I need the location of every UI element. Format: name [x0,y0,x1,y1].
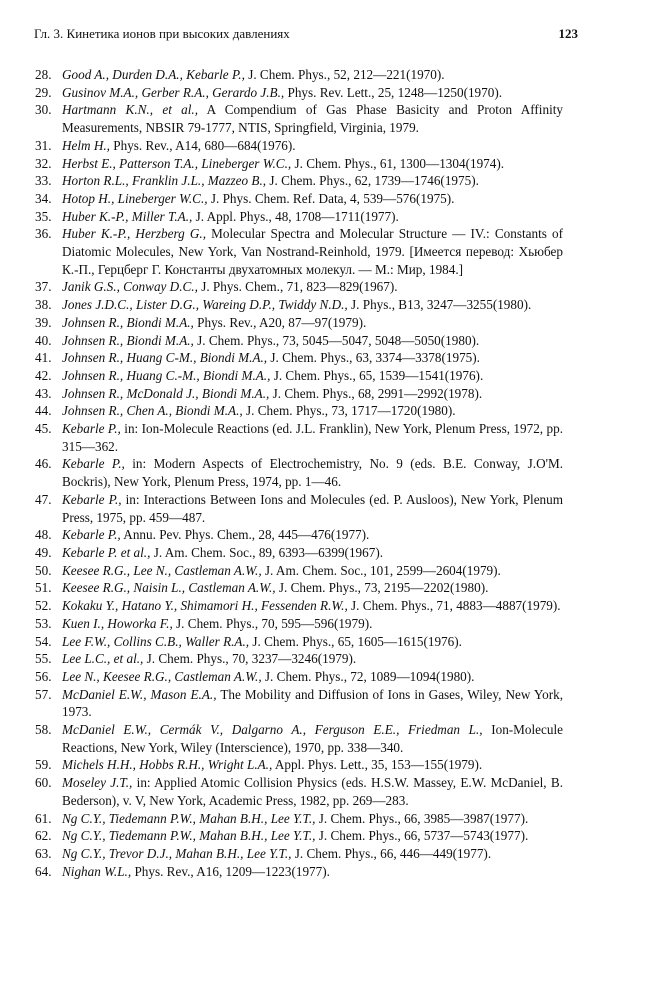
reference-authors: Lee L.C., et al., [62,651,144,667]
reference-authors: Kebarle P., [62,456,125,472]
reference-item [35,155,563,173]
reference-authors: McDaniel E.W., Cermák V., Dalgarno A., Ferguson E.E., Friedman L., [62,722,483,738]
reference-item [35,827,563,845]
reference-number: 52. [35,598,52,614]
reference-text [62,756,563,774]
reference-details: J. Chem. Phys., 63, 3374—3378(1975). [267,350,480,366]
reference-number: 58. [35,722,52,738]
reference-number: 29. [35,84,52,100]
reference-item [35,208,563,226]
reference-number: 55. [35,651,52,667]
reference-details: J. Phys. Chem. Ref. Data, 4, 539—576(1975). [207,190,455,206]
running-header [34,26,578,42]
reference-item [35,455,563,490]
reference-item [35,101,563,136]
reference-number: 53. [35,615,52,631]
reference-authors: McDaniel E.W., Mason E.A., [62,686,217,702]
reference-authors: Keesee R.G., Lee N., Castleman A.W., [62,562,262,578]
reference-list [35,66,563,880]
reference-number: 46. [35,456,52,472]
reference-text [62,155,563,173]
reference-text [62,314,563,332]
reference-text [62,137,563,155]
reference-text [62,225,563,278]
reference-authors: Hartmann K.N., et al., [62,102,199,118]
reference-text [62,579,563,597]
reference-text [62,721,563,756]
reference-text [62,402,563,420]
reference-item [35,172,563,190]
reference-text [62,172,563,190]
reference-item [35,367,563,385]
reference-details: J. Chem. Phys., 66, 5737—5743(1977). [315,828,529,844]
reference-text [62,208,563,226]
reference-details: J. Chem. Phys., 73, 5045—5047, 5048—5050(1980). [193,332,480,348]
reference-details: J. Phys. Chem., 71, 823—829(1967). [197,279,398,295]
reference-text [62,491,563,526]
reference-number: 45. [35,421,52,437]
reference-number: 56. [35,668,52,684]
reference-item [35,863,563,881]
reference-details: J. Chem. Phys., 65, 1605—1615(1976). [249,633,462,649]
reference-authors: Johnsen R., Biondi M.A., [62,332,194,348]
reference-text [62,455,563,490]
reference-text [62,420,563,455]
reference-authors: Moseley J.T., [62,775,133,791]
reference-number: 28. [35,67,52,82]
reference-item [35,190,563,208]
reference-authors: Johnsen R., Huang C-M., Biondi M.A., [62,350,268,366]
reference-authors: Horton R.L., Franklin J.L., Mazzeo B., [62,173,267,189]
reference-authors: Ng C.Y., Tiedemann P.W., Mahan B.H., Lee Y.T., [62,810,316,826]
reference-number: 49. [35,544,52,560]
reference-authors: Kuen I., Howorka F., [62,615,173,631]
reference-authors: Good A., Durden D.A., Kebarle P., [62,67,245,82]
reference-authors: Nighan W.L., [62,863,132,879]
reference-authors: Huber K.-P., Herzberg G., [62,226,207,242]
reference-details: Phys. Rev., A14, 680—684(1976). [109,137,296,153]
reference-details: The Mobility and Diffusion of Ions in Gases, Wiley, New York, 1973. [62,686,563,720]
reference-text [62,633,563,651]
reference-number: 51. [35,580,52,596]
reference-number: 60. [35,775,52,791]
reference-authors: Ng C.Y., Tiedemann P.W., Mahan B.H., Lee Y.T., [62,828,316,844]
reference-item [35,84,563,102]
reference-authors: Helm H., [62,137,110,153]
reference-authors: Kebarle P., [62,491,122,507]
reference-number: 43. [35,385,52,401]
reference-number: 42. [35,367,52,383]
reference-item [35,225,563,278]
reference-details: J. Chem. Phys., 72, 1089—1094(1980). [261,668,475,684]
reference-details: Annu. Pev. Phys. Chem., 28, 445—476(1977). [120,527,370,543]
reference-text [62,650,563,668]
chapter-title: Гл. 3. Кинетика ионов при высоких давлениях [34,26,290,41]
reference-number: 36. [35,226,52,242]
reference-details: J. Chem. Phys., 73, 1717—1720(1980). [242,403,456,419]
reference-number: 30. [35,102,52,118]
reference-details: Phys. Rev., A20, 87—97(1979). [193,314,367,330]
reference-authors: Kebarle P. et al., [62,544,151,560]
reference-authors: Keesee R.G., Naisin L., Castleman A.W., [62,580,276,596]
reference-item [35,686,563,721]
reference-number: 38. [35,297,52,313]
reference-details: J. Appl. Phys., 48, 1708—1711(1977). [192,208,399,224]
reference-item [35,296,563,314]
reference-number: 64. [35,863,52,879]
reference-text [62,774,563,809]
reference-authors: Janik G.S., Conway D.C., [62,279,198,295]
reference-item [35,562,563,580]
reference-number: 63. [35,845,52,861]
reference-text [62,686,563,721]
reference-number: 59. [35,757,52,773]
reference-item [35,650,563,668]
reference-item [35,332,563,350]
reference-authors: Huber K.-P., Miller T.A., [62,208,193,224]
reference-item [35,579,563,597]
reference-number: 41. [35,350,52,366]
reference-number: 50. [35,562,52,578]
reference-authors: Kebarle P., [62,527,121,543]
reference-number: 34. [35,190,52,206]
reference-item [35,137,563,155]
reference-details: J. Chem. Phys., 62, 1739—1746(1975). [266,173,479,189]
reference-text [62,190,563,208]
reference-details: J. Am. Chem. Soc., 89, 6393—6399(1967). [150,544,384,560]
reference-text [62,845,563,863]
reference-authors: Jones J.D.C., Lister D.G., Wareing D.P., Twiddy N.D., [62,297,348,313]
reference-number: 37. [35,279,52,295]
reference-text [62,544,563,562]
reference-text [62,668,563,686]
reference-number: 61. [35,810,52,826]
reference-authors: Herbst E., Patterson T.A., Lineberger W.C., [62,155,292,171]
reference-authors: Hotop H., Lineberger W.C., [62,190,208,206]
reference-item [35,544,563,562]
page-number: 123 [558,26,578,41]
reference-text [62,367,563,385]
reference-item [35,491,563,526]
reference-number: 35. [35,208,52,224]
reference-authors: Johnsen R., Biondi M.A., [62,314,194,330]
reference-item [35,597,563,615]
reference-details: J. Chem. Phys., 70, 595—596(1979). [172,615,373,631]
reference-authors: Lee N., Keesee R.G., Castleman A.W., [62,668,262,684]
reference-details: Molecular Spectra and Molecular Structure — IV.: Constants of Diatomic Molecules, New York, Van Nostrand-Reinhold, 1979. [Имеется перевод: Хьюбер К.-П., Герцберг Г. Константы двухатомных молекул. — М.: Мир, 1984.] [62,226,563,277]
reference-text [62,597,563,615]
reference-authors: Johnsen R., McDonald J., Biondi M.A., [62,385,270,401]
reference-details: in: Modern Aspects of Electrochemistry, No. 9 (eds. B.E. Conway, J.O'M. Bockris), New York, Plenum Press, 1974, pp. 1—46. [62,456,563,490]
reference-details: J. Chem. Phys., 68, 2991—2992(1978). [269,385,483,401]
reference-number: 62. [35,828,52,844]
reference-number: 57. [35,686,52,702]
reference-item [35,615,563,633]
reference-item [35,278,563,296]
reference-number: 33. [35,173,52,189]
reference-authors: Kokaku Y., Hatano Y., Shimamori H., Fessenden R.W., [62,598,348,614]
reference-details: Phys. Rev. Lett., 25, 1248—1250(1970). [284,84,503,100]
reference-text [62,827,563,845]
reference-details: J. Chem. Phys., 71, 4883—4887(1979). [347,598,561,614]
reference-details: J. Phys., B13, 3247—3255(1980). [347,297,532,313]
reference-item [35,402,563,420]
reference-item [35,774,563,809]
reference-item [35,721,563,756]
reference-text [62,66,563,84]
reference-details: J. Chem. Phys., 70, 3237—3246(1979). [143,651,357,667]
reference-text [62,810,563,828]
reference-authors: Lee F.W., Collins C.B., Waller R.A., [62,633,250,649]
reference-details: J. Am. Chem. Soc., 101, 2599—2604(1979). [261,562,501,578]
reference-number: 31. [35,137,52,153]
reference-details: J. Chem. Phys., 65, 1539—1541(1976). [270,367,484,383]
reference-details: in: Ion-Molecule Reactions (ed. J.L. Franklin), New York, Plenum Press, 1972, pp. 315—362. [62,421,563,454]
reference-details: J. Chem. Phys., 52, 212—221(1970). [244,67,445,82]
reference-item [35,349,563,367]
reference-text [62,526,563,544]
reference-number: 54. [35,633,52,649]
reference-item [35,845,563,863]
reference-number: 39. [35,314,52,330]
reference-text [62,385,563,403]
reference-authors: Ng C.Y., Trevor D.J., Mahan B.H., Lee Y.T., [62,845,292,861]
reference-details: A Compendium of Gas Phase Basicity and Proton Affinity Measurements, NBSIR 79-1777, NTIS, Springfield, Virginia, 1979. [62,102,563,136]
reference-details: Ion-Molecule Reactions, New York, Wiley (Interscience), 1970, pp. 338—340. [62,722,563,755]
reference-details: J. Chem. Phys., 66, 3985—3987(1977). [315,810,529,826]
reference-text [62,296,563,314]
reference-item [35,314,563,332]
reference-details: J. Chem. Phys., 73, 2195—2202(1980). [275,580,489,596]
reference-number: 44. [35,403,52,419]
reference-authors: Johnsen R., Chen A., Biondi M.A., [62,403,243,419]
reference-text [62,349,563,367]
reference-number: 40. [35,332,52,348]
reference-item [35,420,563,455]
reference-item [35,633,563,651]
reference-item [35,526,563,544]
reference-details: in: Interactions Between Ions and Molecules (ed. P. Ausloos), New York, Plenum Press, 1975, pp. 459—487. [62,491,564,525]
reference-text [62,332,563,350]
reference-number: 47. [35,491,52,507]
reference-details: J. Chem. Phys., 66, 446—449(1977). [291,845,492,861]
reference-details: in: Applied Atomic Collision Physics (eds. H.S.W. Massey, E.W. McDaniel, B. Bederson), v. V, New York, Academic Press, 1982, pp. 269—283. [62,775,563,808]
reference-authors: Gusinov M.A., Gerber R.A., Gerardo J.B., [62,84,285,100]
reference-text [62,84,563,102]
reference-authors: Johnsen R., Huang C.-M., Biondi M.A., [62,367,271,383]
reference-authors: Kebarle P., [62,421,121,437]
reference-text [62,278,563,296]
reference-number: 32. [35,155,52,171]
reference-number: 48. [35,527,52,543]
reference-details: Phys. Rev., A16, 1209—1223(1977). [131,863,330,879]
reference-item [35,810,563,828]
reference-item [35,756,563,774]
reference-details: J. Chem. Phys., 61, 1300—1304(1974). [291,155,505,171]
reference-text [62,863,563,881]
reference-item [35,385,563,403]
reference-item [35,66,563,84]
reference-details: Appl. Phys. Lett., 35, 153—155(1979). [272,757,483,773]
reference-text [62,562,563,580]
reference-authors: Michels H.H., Hobbs R.H., Wright L.A., [62,757,273,773]
reference-text [62,615,563,633]
reference-text [62,101,563,136]
reference-item [35,668,563,686]
